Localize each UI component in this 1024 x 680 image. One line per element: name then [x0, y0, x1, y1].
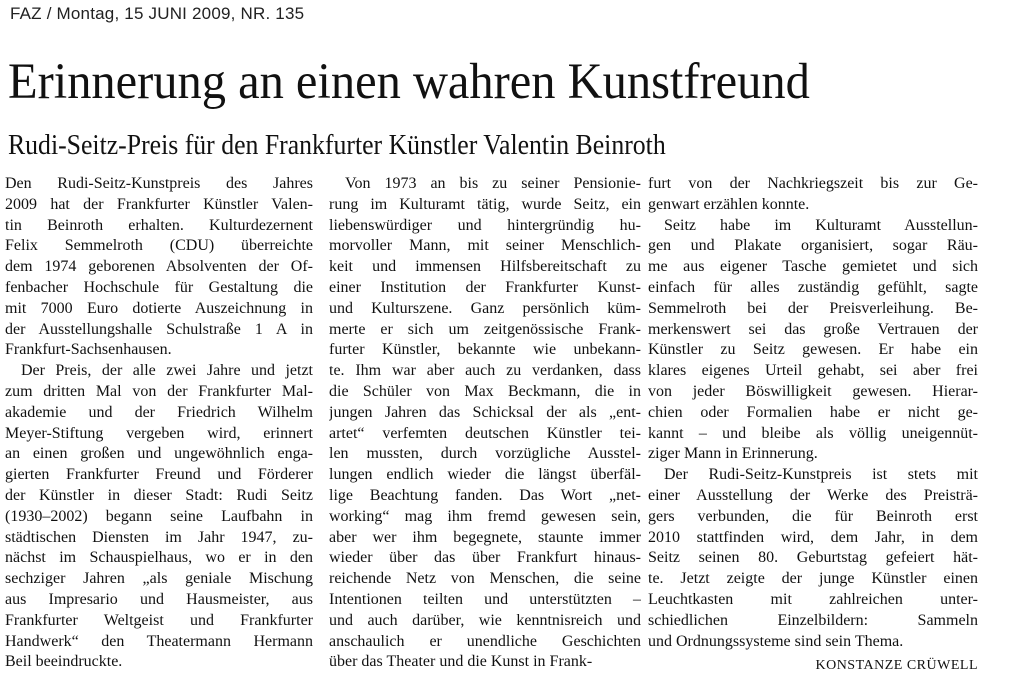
article-text-line: te. Ihm war aber auch zu verdanken, dass: [329, 362, 641, 380]
article-text-line: rung im Kulturamt tätig, wurde Seitz, ein: [329, 195, 641, 213]
article-text-line: die Schüler von Max Beckmann, die in: [329, 382, 641, 400]
article-text-line: und auch darüber, wie kenntnisreich und: [329, 611, 641, 629]
article-text-line: fenbacher Hochschule für Gestaltung die: [5, 278, 313, 296]
article-text-line: Frankfurter Weltgeist und Frankfurter: [5, 611, 313, 629]
article-text-line: klares eigenes Urteil gehabt, sei aber frei: [648, 362, 978, 380]
article-text-line: liebenswürdiger und hintergründig hu-: [329, 216, 641, 234]
article-text-line: Leuchtkasten mit zahlreichen unter-: [648, 590, 978, 608]
article-text-line: gen und Plakate organisiert, sogar Räu-: [648, 237, 978, 255]
article-text-line: akademie und der Friedrich Wilhelm: [5, 403, 313, 421]
article-column-2: [329, 174, 641, 673]
article-text-line: ziger Mann in Erinnerung.: [648, 445, 818, 463]
article-text-line: der Künstler in dieser Stadt: Rudi Seitz: [5, 486, 313, 504]
article-text-line: schiedlichen Einzelbildern: Sammeln: [648, 611, 978, 629]
article-column-3: [648, 174, 978, 677]
article-text-line: und Kulturszene. Ganz persönlich küm-: [329, 299, 641, 317]
article-text-line: sechziger Jahren „als geniale Mischung: [5, 570, 313, 588]
article-text-line: Beil beeindruckte.: [5, 653, 123, 671]
article-text-line: Handwerk“ den Theatermann Hermann: [5, 632, 313, 650]
article-text-line: furt von der Nachkriegszeit bis zur Ge-: [648, 175, 978, 192]
article-column-1: [5, 174, 313, 673]
article-text-line: morvoller Mann, mit seiner Menschlich-: [329, 237, 641, 255]
article-text-line: Der Rudi-Seitz-Kunstpreis ist stets mit: [664, 466, 978, 484]
article-text-line: aus Impresario und Hausmeister, aus: [5, 590, 313, 608]
article-text-line: aber wer ihm begegnete, staunte immer: [329, 528, 641, 546]
article-text-line: genwart erzählen konnte.: [648, 195, 810, 213]
article-text-line: der Ausstellungshalle Schulstraße 1 A in: [5, 320, 313, 338]
article-text-line: 2009 hat der Frankfurter Künstler Valen-: [5, 195, 313, 213]
article-text-line: Frankfurt-Sachsenhausen.: [5, 341, 172, 359]
article-text-line: Künstler zu Seitz gewesen. Er habe ein: [648, 341, 978, 359]
article-text-line: merte er sich um zeitgenössische Frank-: [329, 320, 641, 338]
article-text-line: einer Ausstellung der Werke des Preisträ-: [648, 486, 978, 504]
article-text-line: Der Preis, der alle zwei Jahre und jetzt: [21, 362, 313, 380]
article-text-line: gers verbunden, die für Beinroth erst: [648, 507, 978, 525]
article-text-line: merkenswert sei das große Vertrauen der: [648, 320, 978, 338]
article-text-line: te. Jetzt zeigte der junge Künstler einen: [648, 570, 978, 588]
author-byline: KONSTANZE CRÜWELL: [815, 658, 978, 674]
article-text-line: working“ mag ihm fremd gewesen sein,: [329, 507, 641, 525]
article-text-line: chien oder Formalien habe er nicht ge-: [648, 403, 978, 421]
article-headline: Erinnerung an einen wahren Kunstfreund: [8, 54, 810, 110]
article-text-line: (1930–2002) begann seine Laufbahn in: [5, 507, 313, 525]
article-text-line: Intentionen teilten und unterstützten –: [329, 590, 641, 608]
article-text-line: Felix Semmelroth (CDU) überreichte: [5, 237, 313, 255]
publication-source-line: FAZ / Montag, 15 JUNI 2009, NR. 135: [10, 4, 305, 23]
article-text-line: dem 1974 geborenen Absolventen der Of-: [5, 258, 313, 276]
article-text-line: städtischen Diensten im Jahr 1947, zu-: [5, 528, 313, 546]
article-text-line: zum dritten Mal von der Frankfurter Mal-: [5, 382, 313, 400]
article-text-line: Seitz habe im Kulturamt Ausstellun-: [664, 216, 978, 234]
article-text-line: Von 1973 an bis zu seiner Pensionie-: [345, 175, 641, 192]
article-text-line: einfach für alles zuständig gefühlt, sagte: [648, 278, 978, 296]
article-text-line: reichende Netz von Menschen, die seine: [329, 570, 641, 588]
article-text-line: mit 7000 Euro dotierte Auszeichnung in: [5, 299, 313, 317]
article-text-line: anschaulich er unendliche Geschichten: [329, 632, 641, 650]
article-text-line: artet“ verfemten deutschen Künstler tei-: [329, 424, 641, 442]
article-text-line: 2010 stattfinden wird, dem Jahr, in dem: [648, 528, 978, 546]
article-subheadline: Rudi-Seitz-Preis für den Frankfurter Künstler Valentin Beinroth: [8, 130, 666, 161]
article-text-line: an einen großen und ungewöhnlich enga-: [5, 445, 313, 463]
article-text-line: lungen endlich wieder die längst überfäl-: [329, 466, 641, 484]
article-text-line: jungen Jahren das Schicksal der als „ent-: [329, 403, 641, 421]
article-text-line: Meyer-Stiftung vergeben wird, erinnert: [5, 424, 313, 442]
article-text-line: einer Institution der Frankfurter Kunst-: [329, 278, 641, 296]
article-text-line: über das Theater und die Kunst in Frank-: [329, 653, 593, 671]
article-text-line: keit und immensen Hilfsbereitschaft zu: [329, 258, 641, 276]
article-text-line: tin Beinroth erhalten. Kulturdezernent: [5, 216, 313, 234]
article-text-line: kannt – und bleibe als völlig uneigennüt-: [648, 424, 978, 442]
article-text-line: gierten Frankfurter Freund und Förderer: [5, 466, 313, 484]
article-text-line: Seitz seinen 80. Geburtstag gefeiert hät-: [648, 549, 978, 567]
article-text-line: furter Künstler, bekannte wie unbekann-: [329, 341, 641, 359]
article-text-line: len mussten, durch vorzügliche Ausstel-: [329, 445, 641, 463]
article-text-line: nächst im Schauspielhaus, wo er in den: [5, 549, 313, 567]
article-text-line: me aus eigener Tasche gemietet und sich: [648, 258, 978, 276]
article-text-line: lige Beachtung fanden. Das Wort „net-: [329, 486, 641, 504]
article-text-line: Den Rudi-Seitz-Kunstpreis des Jahres: [5, 175, 313, 192]
article-text-line: wieder über das über Frankfurt hinaus-: [329, 549, 641, 567]
article-text-line: Semmelroth bei der Preisverleihung. Be-: [648, 299, 978, 317]
article-text-line: von jeder Böswilligkeit gewesen. Hierar-: [648, 382, 978, 400]
article-text-line: und Ordnungssysteme sind sein Thema.: [648, 632, 904, 650]
